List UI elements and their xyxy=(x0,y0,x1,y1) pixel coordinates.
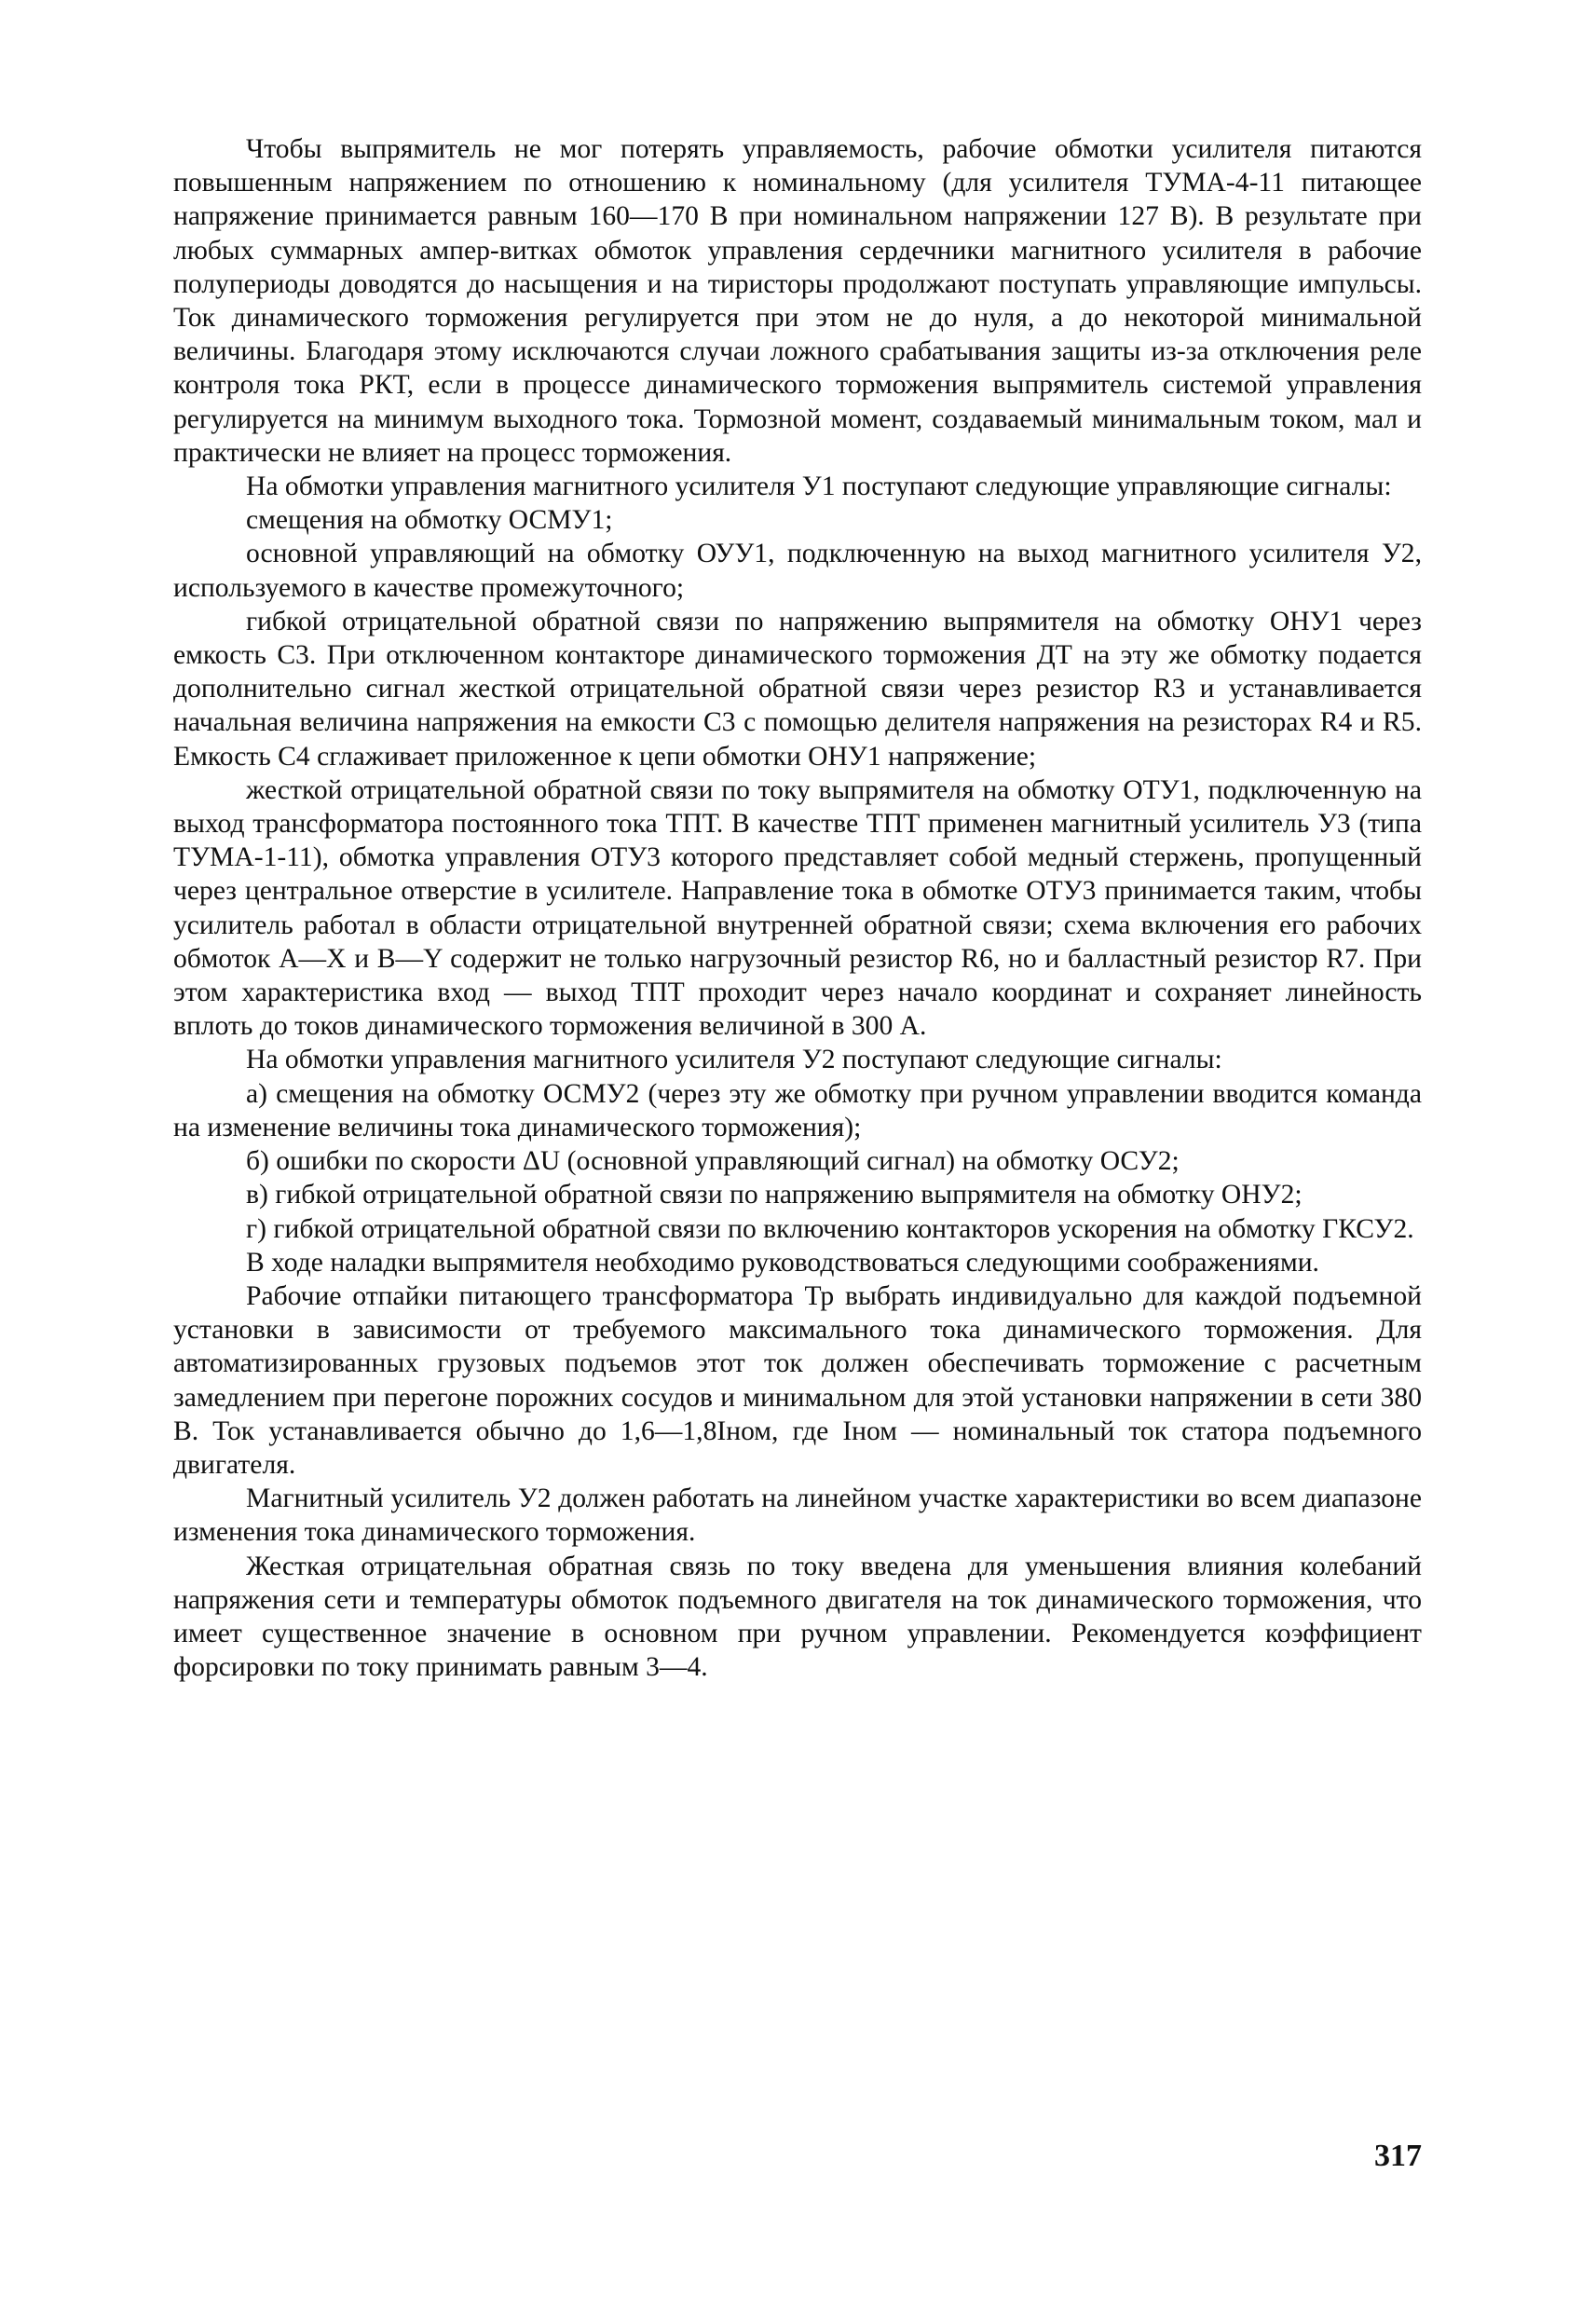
body-text xyxy=(173,132,1422,1684)
list-item-u1-bias: смещения на обмотку ОСМУ1; xyxy=(246,505,613,536)
paragraph-adjustment-intro: В ходе наладки выпрямителя необходимо руководствоваться следующими соображениями. xyxy=(246,1247,1319,1278)
list-item-u1-rigid-current-feedback: жесткой отрицательной обратной связи по току выпрямителя на обмотку ОТУ1, подключенную на выход трансформатора постоянного тока ТПТ. В качестве ТПТ применен магнитный усилитель У3 (типа ТУМА-1-11), обмотка управления ОТУ3 которого представляет собой медный стержень, пропущенный через центральное отверстие в усилителе. Направление тока в обмотке ОТУ3 принимается таким, чтобы усилитель работал в области отрицательной внутренней обратной связи; схема включения его рабочих обмоток А—X и В—Y содержит не только нагрузочный резистор R6, но и балластный резистор R7. При этом характеристика вход — выход ТПТ проходит через начало координат и сохраняет линейность вплоть до токов динамического торможения величиной в 300 А. xyxy=(173,774,1422,1042)
paragraph-rectifier-control: Чтобы выпрямитель не мог потерять управляемость, рабочие обмотки усилителя питаются повышенным напряжением по отношению к номинальному (для усилителя ТУМА-4-11 питающее напряжение принимается равным 160—170 В при номинальном напряжении 127 В). В результате при любых суммарных ампер-витках обмоток управления сердечники магнитного усилителя в рабочие полупериоды доводятся до насыщения и на тиристоры продолжают поступать управляющие импульсы. Ток динамического торможения регулируется при этом не до нуля, а до некоторой минимальной величины. Благодаря этому исключаются случаи ложного срабатывания защиты из-за отключения реле контроля тока РКТ, если в процессе динамического торможения выпрямитель системой управления регулируется на минимум выходного тока. Тормозной момент, создаваемый минимальным током, мал и практически не влияет на процесс торможения. xyxy=(173,134,1422,468)
list-item-u1-main-control: основной управляющий на обмотку ОУУ1, подключенную на выход магнитного усилителя У2, используемого в качестве промежуточного; xyxy=(173,539,1422,603)
list-item-u1-flexible-voltage-feedback: гибкой отрицательной обратной связи по напряжению выпрямителя на обмотку ОНУ1 через емкость С3. При отключенном контакторе динамического торможения ДТ на эту же обмотку подается дополнительно сигнал жесткой отрицательной обратной связи через резистор R3 и устанавливается начальная величина напряжения на емкости С3 с помощью делителя напряжения на резисторах R4 и R5. Емкость С4 сглаживает приложенное к цепи обмотки ОНУ1 напряжение; xyxy=(173,606,1422,772)
paragraph-transformer-taps: Рабочие отпайки питающего трансформатора Тр выбрать индивидуально для каждой подъемной установки в зависимости от требуемого максимального тока динамического торможения. Для автоматизированных грузовых подъемов этот ток должен обеспечивать торможение с расчетным замедлением при перегоне порожних сосудов и минимальном для этой установки напряжении в сети 380 В. Ток устанавливается обычно до 1,6—1,8Iном, где Iном — номинальный ток статора подъемного двигателя. xyxy=(173,1280,1422,1480)
list-item-u2-voltage-feedback: в) гибкой отрицательной обратной связи по напряжению выпрямителя на обмотку ОНУ2; xyxy=(246,1180,1303,1210)
paragraph-u2-signals-intro: На обмотки управления магнитного усилителя У2 поступают следующие сигналы: xyxy=(246,1045,1222,1075)
list-item-u2-bias: а) смещения на обмотку ОСМУ2 (через эту же обмотку при ручном управлении вводится команда на изменение величины тока динамического торможения); xyxy=(173,1078,1422,1142)
list-item-u2-speed-error: б) ошибки по скорости ΔU (основной управляющий сигнал) на обмотку ОСУ2; xyxy=(246,1146,1180,1177)
list-item-u2-contactor-feedback: г) гибкой отрицательной обратной связи по включению контакторов ускорения на обмотку ГКСУ2. xyxy=(246,1213,1414,1244)
page-number: 317 xyxy=(1374,2139,1422,2173)
paragraph-u2-linear-range: Магнитный усилитель У2 должен работать на линейном участке характеристики во всем диапазоне изменения тока динамического торможения. xyxy=(173,1484,1422,1548)
paragraph-rigid-feedback: Жесткая отрицательная обратная связь по току введена для уменьшения влияния колебаний напряжения сети и температуры обмоток подъемного двигателя на ток динамического торможения, что имеет существенное значение в основном при ручном управлении. Рекомендуется коэффициент форсировки по току принимать равным 3—4. xyxy=(173,1551,1422,1683)
paragraph-u1-signals-intro: На обмотки управления магнитного усилителя У1 поступают следующие управляющие сигналы: xyxy=(246,472,1392,502)
